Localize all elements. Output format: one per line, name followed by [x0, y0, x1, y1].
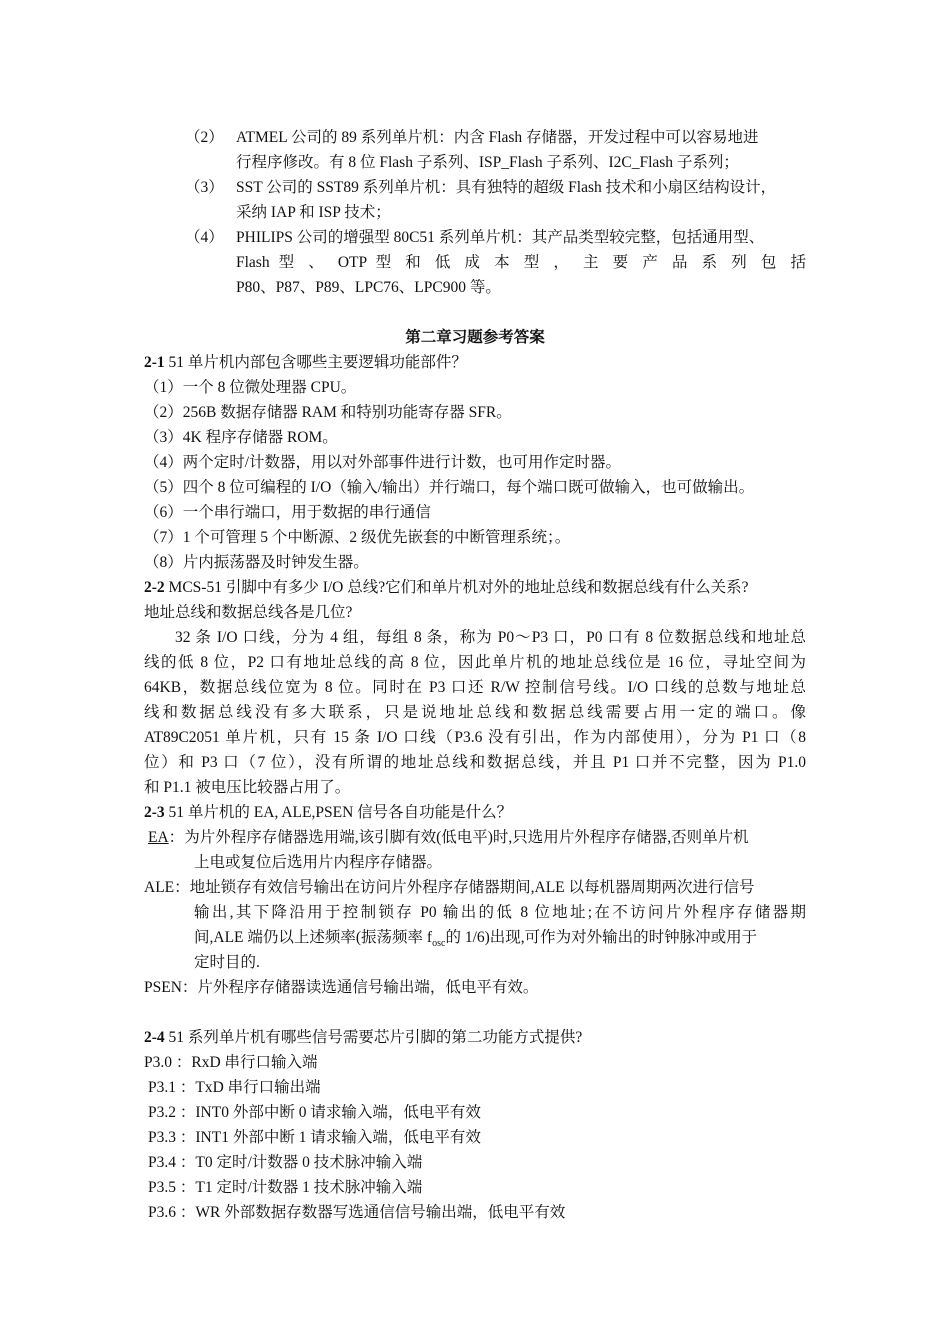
list-item-text: P80、P87、P89、LPC76、LPC900 等。	[236, 279, 501, 296]
list-item-text: SST 公司的 SST89 系列单片机：具有独特的超级 Flash 技术和小扇区结构设计，	[236, 179, 777, 196]
pin-function-item: P3.4 ：T0 定时/计数器 0 技术脉冲输入端	[148, 1154, 423, 1171]
question-text: 地址总线和数据总线各是几位?	[144, 604, 353, 621]
answer-paragraph-line: 线和数据总线没有多大联系，只是说地址总线和数据总线需要占用一定的端口。像	[144, 704, 806, 721]
ale-label-line	[144, 875, 755, 900]
question-number: 2-2	[144, 579, 165, 596]
list-item-text: Flash 型 、 OTP 型 和 低 成 本 型 ， 主 要 产 品 系 列 包 括	[236, 254, 806, 271]
pin-function-item: P3.2 ：INT0 外部中断 0 请求输入端，低电平有效	[148, 1104, 481, 1121]
ea-label-line: EA：为片外程序存储器选用端,该引脚有效(低电平)时,只选用片外程序存储器,否则单片机	[148, 829, 749, 846]
list-item-text: PHILIPS 公司的增强型 80C51 系列单片机：其产品类型较完整，包括通用型、	[236, 229, 765, 246]
answer-item: （5）四个 8 位可编程的 I/O（输入/输出）并行端口，每个端口既可做输入，也可做输出。	[144, 479, 755, 496]
question-text: 51 单片机内部包含哪些主要逻辑功能部件？	[164, 354, 467, 371]
list-number: （3）	[185, 179, 224, 196]
question-text: MCS-51 引脚中有多少 I/O 总线?它们和单片机对外的地址总线和数据总线有什么关系?	[164, 579, 749, 596]
ea-description: 上电或复位后选用片内程序存储器。	[194, 854, 443, 871]
ale-description: 地址锁存有效信号输出在访问片外程序存储器期间,ALE 以每机器周期两次进行信号	[189, 879, 755, 896]
list-item-text: 行程序修改。有 8 位 Flash 子系列、ISP_Flash 子系列、I2C_Flash 子系列；	[236, 154, 739, 171]
list-item-text: 采纳 IAP 和 ISP 技术；	[236, 204, 391, 221]
psen-line: PSEN：片外程序存储器读选通信号输出端，低电平有效。	[144, 979, 539, 996]
list-number: （4）	[185, 229, 224, 246]
question-number: 2-4	[144, 1029, 165, 1046]
pin-function-item: P3.3 ：INT1 外部中断 1 请求输入端，低电平有效	[148, 1129, 481, 1146]
question-text: 51 单片机的 EA, ALE,PSEN 信号各自功能是什么？	[164, 804, 513, 821]
answer-paragraph-line: 64KB，数据总线位宽为 8 位。同时在 P3 口还 R/W 控制信号线。I/O 口线的总数与地址总	[144, 679, 806, 696]
list-number: （2）	[185, 129, 224, 146]
ale-label: ALE：	[144, 879, 190, 896]
answer-item: （3）4K 程序存储器 ROM。	[144, 429, 338, 446]
question-line	[144, 575, 749, 600]
answer-item: （2）256B 数据存储器 RAM 和特别功能寄存器 SFR。	[144, 404, 512, 421]
ale-description: 定时目的.	[194, 954, 260, 971]
question-line	[144, 800, 512, 825]
question-text: 51 系列单片机有哪些信号需要芯片引脚的第二功能方式提供?	[164, 1029, 583, 1046]
chapter-title: 第二章习题参考答案	[405, 329, 545, 346]
pin-function-item: P3.0 ：RxD 串行口输入端	[144, 1054, 318, 1071]
ea-description: 为片外程序存储器选用端,该引脚有效(低电平)时,只选用片外程序存储器,否则单片机	[184, 829, 749, 846]
answer-item: （1）一个 8 位微处理器 CPU。	[144, 379, 357, 396]
answer-item: （6）一个串行端口，用于数据的串行通信	[144, 504, 431, 521]
answer-item: （7）1 个可管理 5 个中断源、2 级优先嵌套的中断管理系统；。	[144, 529, 571, 546]
question-line	[144, 1025, 582, 1050]
answer-paragraph-line: 线的低 8 位，P2 口有地址总线的高 8 位，因此单片机的地址总线位是 16 位，寻址空间为	[144, 654, 806, 671]
pin-function-item: P3.6 ：WR 外部数据存数器写选通信信号输出端，低电平有效	[148, 1204, 566, 1221]
pin-function-item: P3.5 ：T1 定时/计数器 1 技术脉冲输入端	[148, 1179, 423, 1196]
answer-paragraph-line: AT89C2051 单片机，只有 15 条 I/O 口线（P3.6 没有引出，作为内部使用），分为 P1 口（8	[144, 729, 806, 746]
answer-paragraph-line: 位）和 P3 口（7 位），没有所谓的地址总线和数据总线，并且 P1 口并不完整，因为 P1.0	[144, 754, 806, 771]
answer-item: （4）两个定时/计数器，用以对外部事件进行计数，也可用作定时器。	[144, 454, 622, 471]
ale-description-line: 间,ALE 端仍以上述频率(振荡频率 $f_{osc}$的 1/6)出现,可作为对外输出的时钟脉冲或用于	[194, 929, 758, 950]
question-number: 2-1	[144, 354, 165, 371]
answer-paragraph-line: 32 条 I/O 口线，分为 4 组，每组 8 条，称为 P0～P3 口，P0 口有 8 位数据总线和地址总	[175, 629, 806, 646]
question-number: 2-3	[144, 804, 165, 821]
question-line	[144, 350, 467, 375]
ea-label: EA	[148, 829, 169, 846]
list-item-text: ATMEL 公司的 89 系列单片机：内含 Flash 存储器，开发过程中可以容易地进	[236, 129, 759, 146]
pin-function-item: P3.1 ：TxD 串行口输出端	[148, 1079, 321, 1096]
osc-subscript: osc	[432, 938, 446, 950]
ale-description: 输出,其下降沿用于控制锁存 P0 输出的低 8 位地址;在不访问片外程序存储器期	[194, 904, 806, 921]
answer-paragraph-line: 和 P1.1 被电压比较器占用了。	[144, 779, 351, 796]
answer-item: （8）片内振荡器及时钟发生器。	[144, 554, 369, 571]
